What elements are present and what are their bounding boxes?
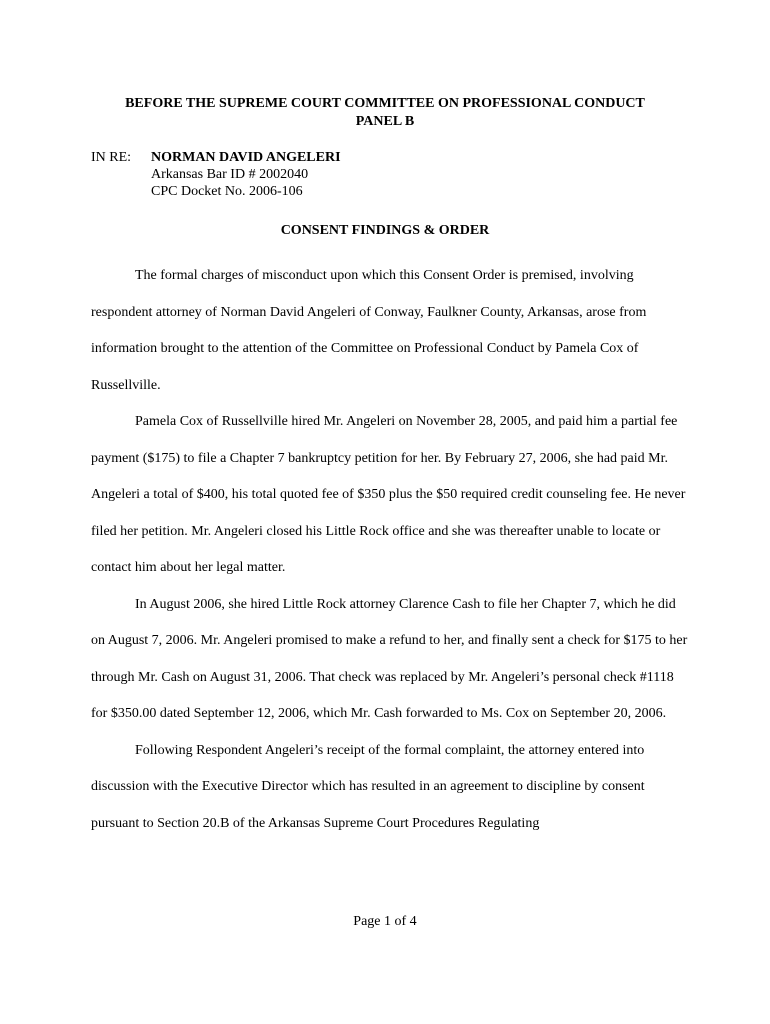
page-number: Page 1 of 4 xyxy=(353,914,417,929)
paragraph: The formal charges of misconduct upon which this Consent Order is premised, involving respondent attorney of Norman David Angeleri of Conway, Faulkner County, Arkansas, arose from information brought to the attention of the Committee on Professional Conduct by Pamela Cox of Russellville. xyxy=(91,268,647,393)
paragraph: In August 2006, she hired Little Rock attorney Clarence Cash to file her Chapter 7, which he did on August 7, 2006. Mr. Angeleri promised to make a refund to her, and finally sent a check for $175 to her through Mr. Cash on August 31, 2006. That check was replaced by Mr. Angeleri’s personal check #1118 for $350.00 dated September 12, 2006, which Mr. Cash forwarded to Ms. Cox on September 20, 2006. xyxy=(91,596,688,721)
document-body xyxy=(91,258,691,842)
panel-heading: PANEL B xyxy=(355,114,415,129)
court-heading: BEFORE THE SUPREME COURT COMMITTEE ON PROFESSIONAL CONDUCT xyxy=(125,96,645,111)
in-re-block xyxy=(151,149,341,200)
docket-number: CPC Docket No. 2006-106 xyxy=(151,184,303,199)
paragraph: Pamela Cox of Russellville hired Mr. Angeleri on November 28, 2005, and paid him a partial fee payment ($175) to file a Chapter 7 bankruptcy petition for her. By February 27, 2006, she had paid Mr. Angeleri a total of $400, his total quoted fee of $350 plus the $50 required credit counseling fee. He never filed her petition. Mr. Angeleri closed his Little Rock office and she was thereafter unable to locate or contact him about her legal matter. xyxy=(91,414,686,575)
in-re-label: IN RE: xyxy=(91,150,132,165)
section-title: CONSENT FINDINGS & ORDER xyxy=(280,223,490,238)
bar-id: Arkansas Bar ID # 2002040 xyxy=(151,167,309,182)
respondent-name: NORMAN DAVID ANGELERI xyxy=(151,150,341,165)
paragraph: Following Respondent Angeleri’s receipt of the formal complaint, the attorney entered into discussion with the Executive Director which has resulted in an agreement to discipline by consent pursuant to Section 20.B of the Arkansas Supreme Court Procedures Regulating xyxy=(91,742,645,831)
